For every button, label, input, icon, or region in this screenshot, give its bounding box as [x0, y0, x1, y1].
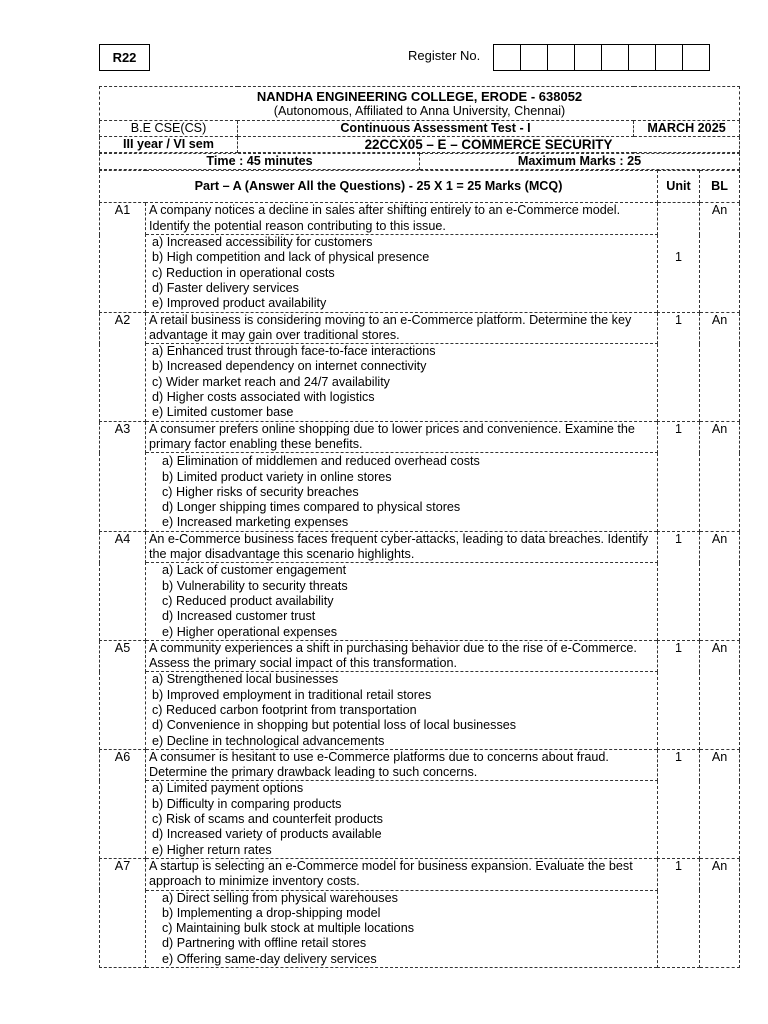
- question-number: A2: [100, 312, 146, 421]
- question-unit: 1: [658, 640, 700, 749]
- part-a-heading: Part – A (Answer All the Questions) - 25 X 1 = 25 Marks (MCQ): [100, 171, 658, 203]
- institution-affiliation: (Autonomous, Affiliated to Anna University, Chennai): [273, 104, 566, 119]
- option: e) Higher return rates: [152, 842, 272, 857]
- register-digit-box: [683, 45, 710, 70]
- option: d) Increased customer trust: [162, 609, 316, 624]
- option: a) Enhanced trust through face-to-face interactions: [152, 344, 436, 359]
- option: c) Wider market reach and 24/7 availability: [152, 374, 390, 389]
- option: c) Risk of scams and counterfeit products: [152, 812, 383, 827]
- register-digit-box: [521, 45, 548, 70]
- question-number: A3: [100, 421, 146, 531]
- option: b) Increased dependency on internet connectivity: [152, 359, 427, 374]
- time-marks-table: [99, 153, 740, 170]
- question-stem: A startup is selecting an e-Commerce model for business expansion. Evaluate the best approach to minimize inventory costs.: [146, 858, 658, 890]
- questions-table: [99, 170, 740, 968]
- register-number-boxes: [493, 44, 710, 71]
- register-number-label: Register No.: [408, 48, 481, 63]
- question-paper: [99, 86, 739, 968]
- option: a) Limited payment options: [152, 781, 304, 796]
- question-number: A4: [100, 531, 146, 640]
- question-bl: An: [700, 640, 740, 749]
- exam-month: MARCH 2025: [634, 120, 740, 136]
- option: d) Higher costs associated with logistics: [152, 390, 375, 405]
- option: a) Increased accessibility for customers: [152, 235, 373, 250]
- question-stem: A community experiences a shift in purchasing behavior due to the rise of e-Commerce. Assess the primary social impact of this transformation.: [146, 640, 658, 672]
- option: d) Convenience in shopping but potential loss of local businesses: [152, 718, 517, 733]
- register-digit-box: [548, 45, 575, 70]
- option: e) Increased marketing expenses: [162, 515, 349, 530]
- question-number: A5: [100, 640, 146, 749]
- question-unit: 1: [658, 531, 700, 640]
- option: a) Elimination of middlemen and reduced overhead costs: [162, 454, 480, 469]
- options-list: [146, 781, 658, 858]
- question-number: A1: [100, 203, 146, 312]
- option: b) Implementing a drop-shipping model: [162, 905, 381, 920]
- institution-block: [100, 87, 740, 121]
- question-bl: An: [700, 421, 740, 531]
- options-list: [146, 672, 658, 749]
- option: b) Vulnerability to security threats: [162, 578, 348, 593]
- question-bl: An: [700, 858, 740, 967]
- option: c) Reduction in operational costs: [152, 265, 335, 280]
- question-unit: 1: [658, 421, 700, 531]
- option: e) Higher operational expenses: [162, 624, 338, 639]
- option: e) Offering same-day delivery services: [162, 951, 377, 966]
- option: c) Higher risks of security breaches: [162, 484, 359, 499]
- unit-column-header: Unit: [658, 171, 700, 203]
- question-stem: A consumer is hesitant to use e-Commerce platforms due to concerns about fraud. Determine the primary drawback leading to such concerns.: [146, 749, 658, 781]
- option: e) Limited customer base: [152, 405, 294, 420]
- question-bl: An: [700, 312, 740, 421]
- maximum-marks: Maximum Marks : 25: [420, 154, 740, 170]
- exam-duration: Time : 45 minutes: [100, 154, 420, 170]
- question-number: A6: [100, 749, 146, 858]
- options-list: [146, 453, 658, 531]
- option: c) Reduced product availability: [162, 593, 334, 608]
- register-digit-box: [575, 45, 602, 70]
- option: a) Lack of customer engagement: [162, 563, 347, 578]
- option: d) Increased variety of products available: [152, 827, 382, 842]
- question-unit: 1: [658, 858, 700, 967]
- option: b) Difficulty in comparing products: [152, 796, 342, 811]
- question-stem: A company notices a decline in sales after shifting entirely to an e-Commerce model. Identify the potential reason contributing to this issue.: [146, 203, 658, 235]
- option: a) Strengthened local businesses: [152, 672, 339, 687]
- option: b) High competition and lack of physical presence: [152, 250, 430, 265]
- bl-column-header: BL: [700, 171, 740, 203]
- register-digit-box: [629, 45, 656, 70]
- option: a) Direct selling from physical warehouses: [162, 890, 398, 905]
- register-digit-box: [656, 45, 683, 70]
- question-bl: An: [700, 749, 740, 858]
- question-unit: 1: [658, 749, 700, 858]
- question-stem: An e-Commerce business faces frequent cyber-attacks, leading to data breaches. Identify the major disadvantage this scenario highlights.: [146, 531, 658, 563]
- option: b) Improved employment in traditional retail stores: [152, 687, 432, 702]
- header-table: [99, 86, 740, 153]
- option: e) Improved product availability: [152, 296, 327, 311]
- programme: B.E CSE(CS): [100, 120, 238, 136]
- question-stem: A retail business is considering moving to an e-Commerce platform. Determine the key advantage it may gain over traditional stores.: [146, 312, 658, 344]
- year-semester: III year / VI sem: [100, 136, 238, 152]
- options-list: [146, 890, 658, 967]
- option: c) Reduced carbon footprint from transportation: [152, 702, 417, 717]
- register-digit-box: [494, 45, 521, 70]
- test-name: Continuous Assessment Test - I: [238, 120, 634, 136]
- regulation-box: R22: [99, 44, 150, 71]
- option: d) Faster delivery services: [152, 280, 299, 295]
- question-unit: 1: [658, 312, 700, 421]
- question-bl: An: [700, 531, 740, 640]
- option: b) Limited product variety in online stores: [162, 469, 392, 484]
- question-number: A7: [100, 858, 146, 967]
- options-list: [146, 235, 658, 312]
- register-digit-box: [602, 45, 629, 70]
- option: d) Longer shipping times compared to physical stores: [162, 500, 461, 515]
- option: c) Maintaining bulk stock at multiple locations: [162, 921, 414, 936]
- options-list: [146, 563, 658, 640]
- institution-name: NANDHA ENGINEERING COLLEGE, ERODE - 638052: [256, 89, 583, 104]
- option: e) Decline in technological advancements: [152, 733, 385, 748]
- question-stem: A consumer prefers online shopping due to lower prices and convenience. Examine the primary factor enabling these benefits.: [146, 421, 658, 453]
- option: d) Partnering with offline retail stores: [162, 936, 367, 951]
- course-title: 22CCX05 – E – COMMERCE SECURITY: [238, 136, 740, 152]
- question-unit: 1: [658, 203, 700, 312]
- options-list: [146, 344, 658, 421]
- question-bl: An: [700, 203, 740, 312]
